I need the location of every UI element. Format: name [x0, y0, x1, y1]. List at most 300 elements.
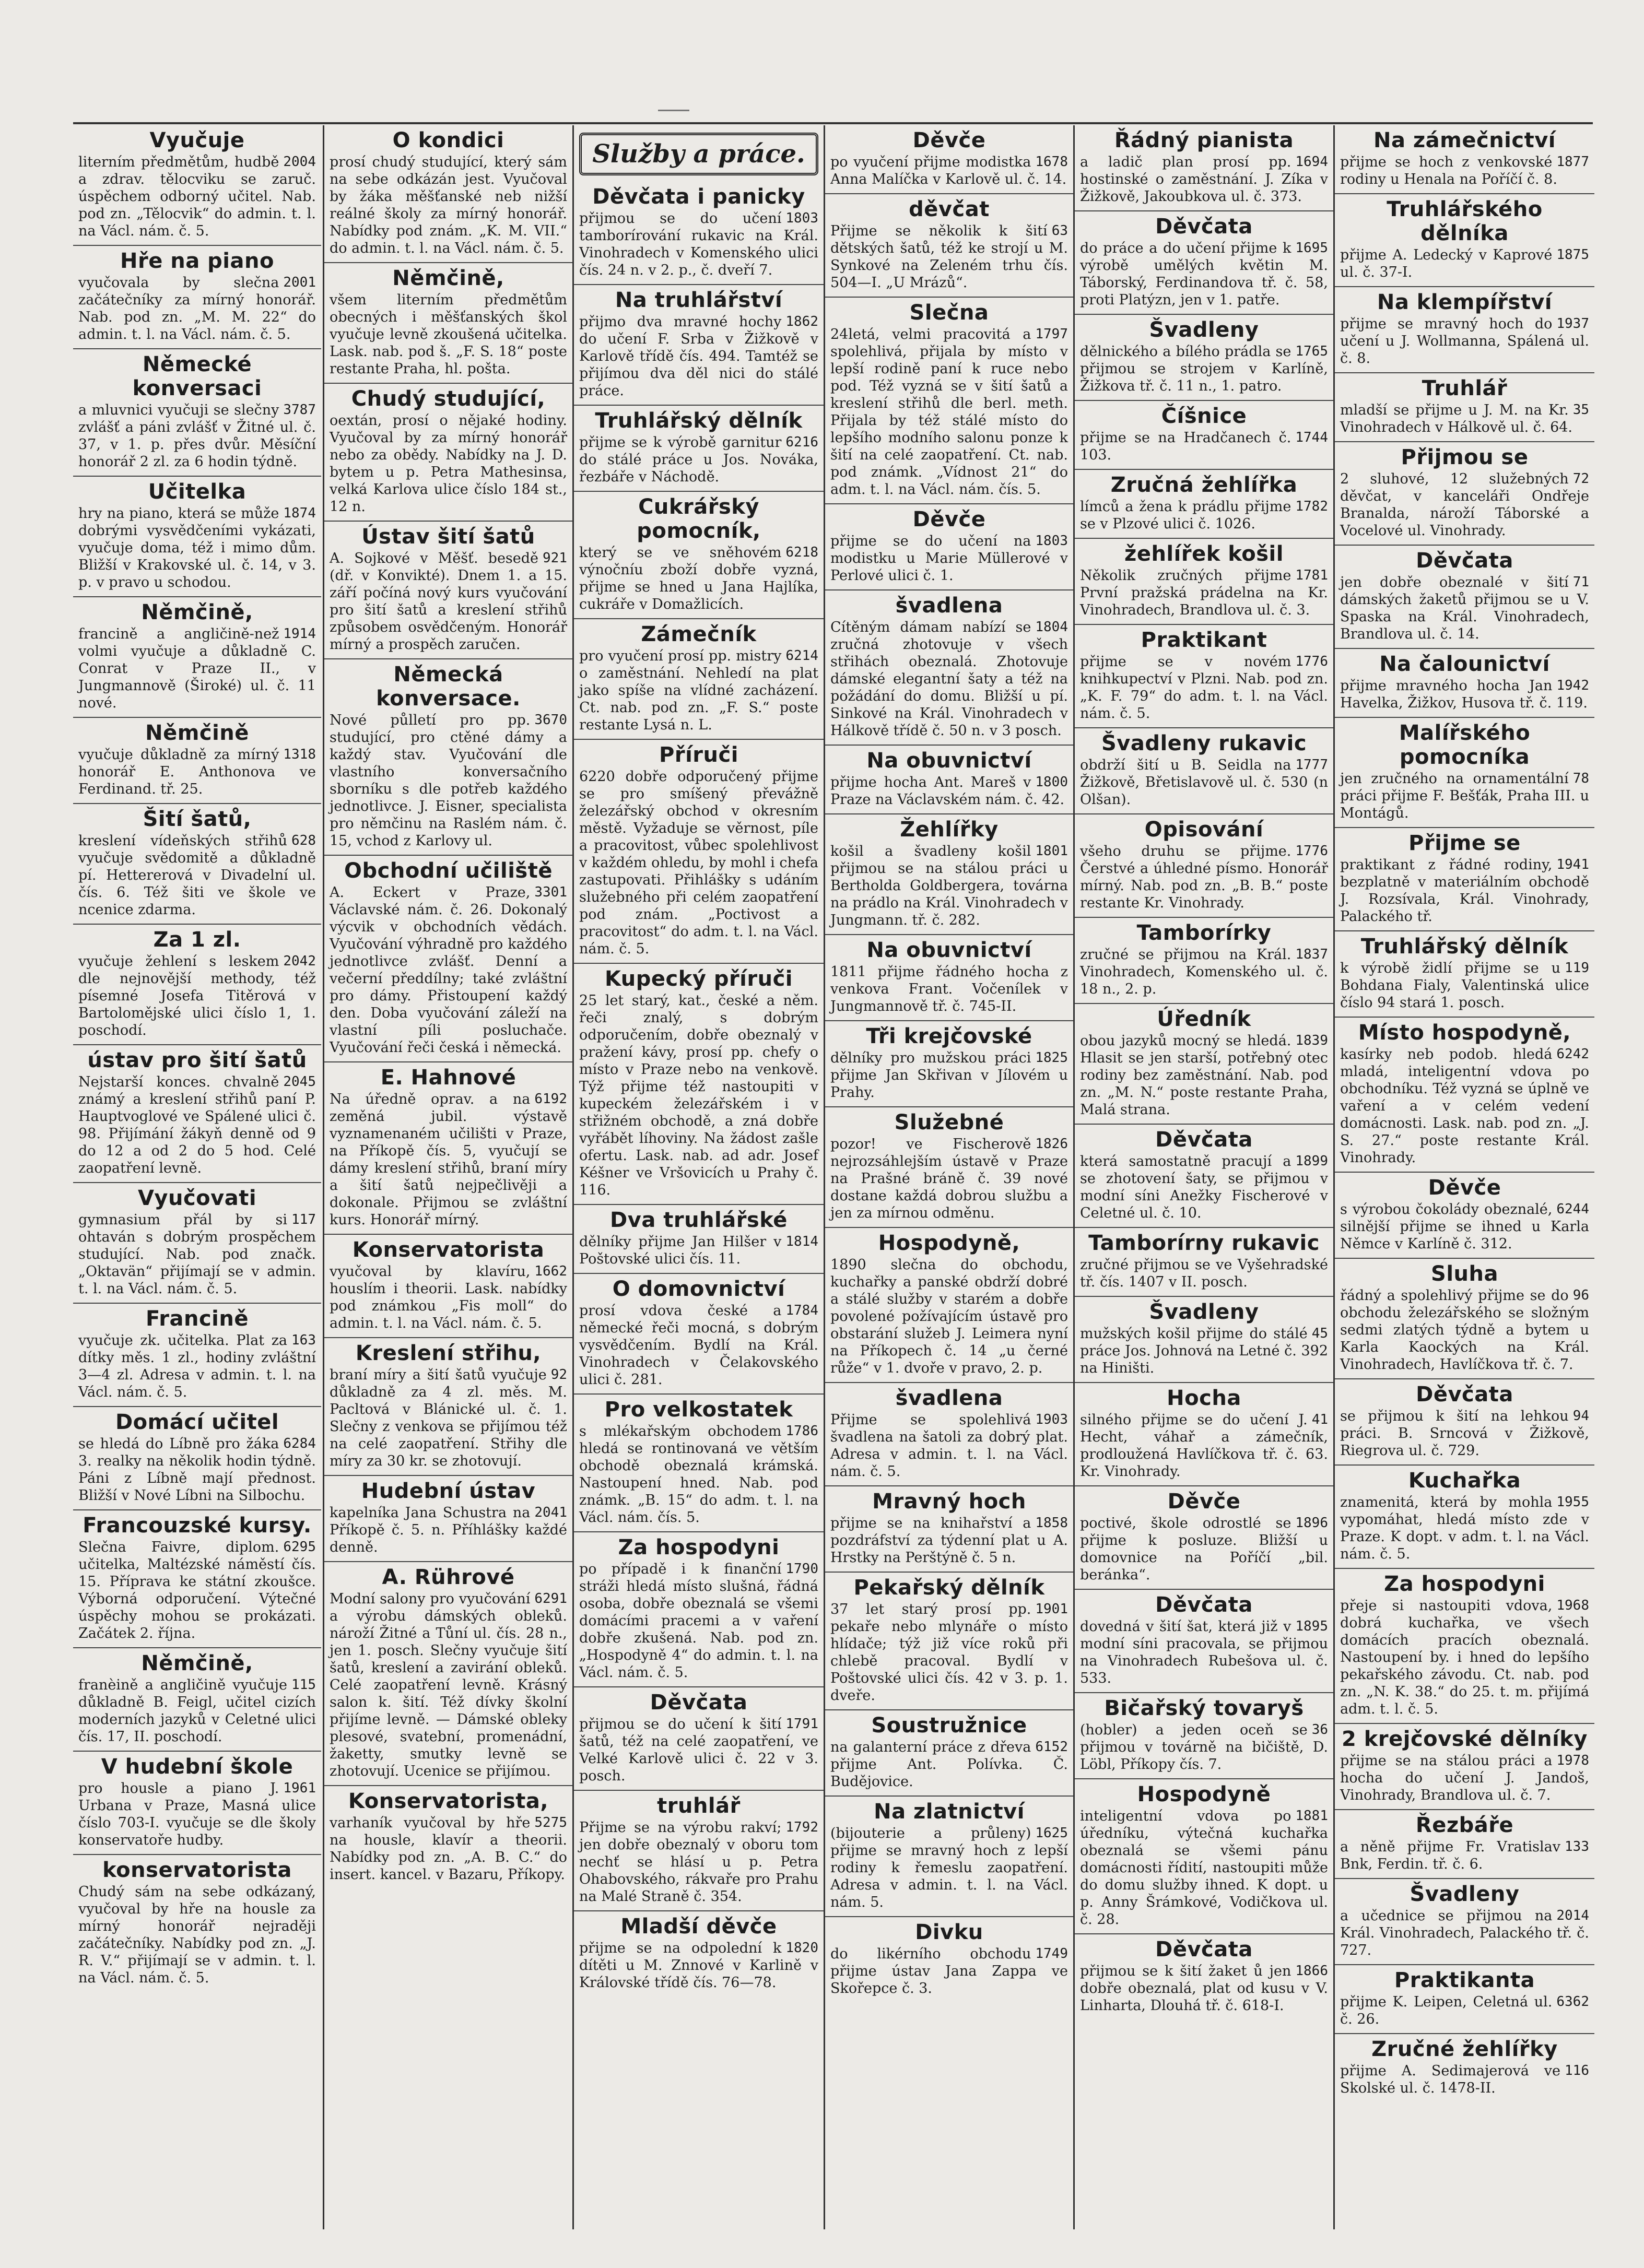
- ad-number: 6295: [283, 1539, 316, 1555]
- ad-number: 6362: [1556, 1994, 1589, 2010]
- ad-text: přijme mravného hocha Jan Havelka, Žižkov, Husova tř. č. 119.: [1340, 678, 1588, 711]
- ad-text: Nejstarší konces. chvalně známý a kreslení střihů paní P. Hauptvoglové ve Spálené ulici č. 98. Přijímání žákyň denně od 9 do 12 a od 2 do 5 hod. Celé zaopatření levně.: [78, 1074, 316, 1176]
- ad-number: 1839: [1295, 1033, 1328, 1048]
- ad-heading: Hocha: [1167, 1386, 1241, 1410]
- ad-text: Modní salony pro vyučování a výrobu dámských obleků. nároží Žitné a Tůní ul. čís. 28 n., jen 1. posch. Slečny vyučuje šití šatů, kreslení a zavirání obleků. Celé zaopatření levně. Krásný salon k. šití. Též dívky školní přijíme levně. — Dámské obleky plesové, svatební, promenádní, žaketty, smutky levně se zhotovují. Ucenice se přijímou.: [330, 1591, 567, 1779]
- ad-body: [1080, 429, 1328, 464]
- classified-ad: [825, 1572, 1073, 1709]
- ad-number: 1899: [1295, 1153, 1328, 1169]
- ad-text: přijme se na knihařství a pozdráfství za týdenní plat u A. Hrstky na Perštýně č. 5 n.: [830, 1515, 1068, 1566]
- ad-number: 1803: [785, 210, 818, 226]
- ad-body: [1340, 1597, 1589, 1718]
- ad-body: [1080, 498, 1328, 533]
- ad-heading: O kondici: [392, 128, 504, 152]
- ad-heading: Na čalounictví: [1379, 652, 1550, 676]
- classified-ad: [1075, 1933, 1333, 2019]
- ad-text: poctivé, škole odrostlé se přijme k posluze. Bližší u domovnice na Poříčí „bil. beránka“.: [1080, 1515, 1328, 1583]
- ad-body: [1080, 343, 1328, 395]
- ad-text: přijme se do učení na modistku u Marie Müllerové v Perlové ulici č. 1.: [830, 533, 1068, 584]
- column-3: [572, 125, 824, 2229]
- ad-heading: Vyučuje: [149, 128, 245, 152]
- ad-heading: Děvčata: [1155, 1593, 1253, 1617]
- classified-ad: [825, 1106, 1073, 1227]
- ad-body: [1340, 1993, 1589, 2028]
- ad-heading: Šití šatů,: [143, 807, 252, 831]
- classified-ad: [1335, 1378, 1594, 1464]
- ad-body: [78, 153, 316, 240]
- ad-number: 1874: [283, 505, 316, 521]
- ad-text: varhaník vyučoval by hře na housle, klavír a theorii. Nabídky pod zn. „A. B. C.“ do insert. kancel. v Bazaru, Příkopy.: [330, 1815, 567, 1883]
- ad-text: zručné se přijmou na Král. Vinohradech, Komenského ul. č. 18 n., 2. p.: [1080, 947, 1328, 997]
- ad-number: 1866: [1295, 1963, 1328, 1979]
- ad-body: [830, 326, 1068, 498]
- ad-body: [330, 1590, 567, 1780]
- ad-number: 1961: [283, 1780, 316, 1796]
- ad-heading: Žehlířky: [900, 818, 999, 842]
- ad-heading: Bičařský tovaryš: [1104, 1696, 1304, 1720]
- ad-number: 1804: [1035, 619, 1068, 635]
- classified-ad: [825, 1227, 1073, 1382]
- ad-body: [1080, 946, 1328, 998]
- ad-text: Slečna Faivre, diplom. učitelka, Maltézské náměstí čís. 15. Příprava ke státní zkoušce. Výborná odporučení. Výtečné úspěchy mohou se prokázati. Začátek 2. října.: [78, 1539, 316, 1641]
- ad-number: 41: [1311, 1412, 1328, 1427]
- ad-text: 1890 slečna do obchodu, kuchařky a panské obdrží dobré a stálé služby v starém a dobře povolené požívajícím ústavě pro obstarání služeb J. Leimera nyní na Příkopech č. 14 „u černé růže“ v 1. dvoře v pravo, 2. p.: [830, 1257, 1068, 1376]
- ad-body: [1340, 856, 1589, 925]
- ad-text: vyučuje důkladně za mírný honorář E. Anthonova ve Ferdinand. tř. 25.: [78, 747, 316, 797]
- ad-body: [78, 505, 316, 591]
- ad-heading: Kreslení střihu,: [355, 1341, 542, 1365]
- ad-heading: Sluha: [1431, 1262, 1498, 1286]
- ad-text: Přijme se spolehlivá švadlena na šatoli za dobrý plat. Adresa v admin. t. l. na Václ. nám. č. 5.: [830, 1412, 1068, 1480]
- ad-number: 1694: [1295, 154, 1328, 170]
- top-rule: [73, 122, 1593, 124]
- ad-text: který se ve sněhovém výnočníu zboží dobře vyzná, přijme se hned u Jana Hajlíka, cukráře v Domažlicích.: [579, 545, 818, 612]
- ad-number: 1825: [1035, 1050, 1068, 1066]
- ad-text: 2 sluhové, 12 služebných děvčat, v kanceláři Ondřeje Branalda, nároží Táborské a Vocelové ul. Vinohrady.: [1340, 471, 1589, 539]
- ad-number: 78: [1572, 771, 1589, 786]
- ad-heading: Malířského pomocníka: [1399, 721, 1531, 769]
- classified-ad: [73, 1406, 321, 1509]
- ad-number: 3787: [283, 402, 316, 418]
- ad-text: Přijme se na výrobu rakví; jen dobře obeznalý v oboru tom nechť se hlásí u p. Petra Ohabovského, rákvaře pro Prahu na Malé Straně č. 354.: [579, 1820, 818, 1905]
- ad-body: [330, 1366, 567, 1470]
- ad-number: 6291: [534, 1591, 567, 1607]
- classified-ad: [1335, 372, 1594, 441]
- ad-text: přijme hocha Ant. Mareš v Praze na Václavském nám. č. 42.: [830, 774, 1065, 808]
- classified-ad: [1075, 727, 1333, 813]
- ad-text: přijme se na stálou práci a hocha do učení J. Jandoš, Vinohrady, Brandlova ul. č. 7.: [1340, 1753, 1589, 1803]
- ad-text: (hobler) a jeden oceň se přijmou v továrně na bičiště, D. Löbl, Příkopy čís. 7.: [1080, 1722, 1328, 1773]
- classified-ad: [73, 1509, 321, 1647]
- ad-body: [830, 1515, 1068, 1566]
- classified-ad: [1075, 1485, 1333, 1589]
- ad-heading: Příruči: [659, 743, 738, 767]
- ad-heading: Za hospodyni: [1384, 1572, 1545, 1596]
- ad-heading: Švadleny rukavic: [1101, 731, 1307, 755]
- ad-number: 1820: [785, 1940, 818, 1956]
- ad-number: 45: [1311, 1326, 1328, 1341]
- ad-number: 117: [291, 1212, 316, 1227]
- classified-ad: [1335, 441, 1594, 545]
- ad-heading: Na zámečnictví: [1373, 128, 1556, 152]
- ad-body: [330, 1814, 567, 1883]
- ad-heading: švadlena: [895, 594, 1003, 618]
- ad-body: [1340, 770, 1589, 822]
- ad-heading: Švadleny: [1149, 318, 1259, 342]
- ad-number: 1786: [785, 1423, 818, 1439]
- classified-ad: [1075, 917, 1333, 1003]
- ad-body: [330, 153, 567, 257]
- ad-body: [330, 884, 567, 1056]
- ad-heading: Soustružnice: [871, 1714, 1027, 1738]
- ad-body: [78, 746, 316, 798]
- classified-ad: [825, 1020, 1073, 1106]
- ad-text: inteligentní vdova po úředníku, výtečná kuchařka obeznalá se všemi pánu domácnosti řídití, nastoupiti může do domu služby ihned. K dopt. u p. Anny Šrámkové, Vodičkova ul. č. 28.: [1080, 1808, 1328, 1928]
- ad-body: [579, 1940, 818, 1991]
- ad-text: přijme A. Sedimajerová ve Skolské ul. č. 1478-II.: [1340, 2063, 1561, 2096]
- ad-body: [330, 550, 567, 653]
- classified-ad: [73, 245, 321, 348]
- column-4: [824, 125, 1073, 2229]
- ad-heading: Hospodyně: [1137, 1782, 1271, 1806]
- classified-ad: [574, 1393, 824, 1531]
- classified-ad: [1075, 469, 1333, 538]
- ad-heading: Učitelka: [148, 480, 246, 504]
- ad-text: Na úředně oprav. a na zeměná jubil. výstavě vyznamenaném učilišti v Praze, na Příkopě čís. 5, vyučují se dámy kreslení střihů, braní míry a šití šatů nejpečlivěji a dokonale. Přijmou se zvláštní kurs. Honorář mírný.: [330, 1091, 567, 1228]
- classified-ad: [324, 262, 572, 383]
- classified-ad: [574, 1686, 824, 1790]
- ad-body: [330, 412, 567, 515]
- section-banner: Služby a práce.: [579, 133, 818, 175]
- ad-number: 115: [291, 1677, 316, 1693]
- classified-ad: [1335, 1809, 1594, 1878]
- ad-body: [830, 619, 1068, 739]
- ad-text: mladší se přijme u J. M. na Kr. Vinohradech v Hálkově ul. č. 64.: [1340, 402, 1573, 435]
- ad-body: [1340, 574, 1589, 643]
- classified-ad: [1075, 1589, 1333, 1692]
- ad-heading: Slečna: [909, 301, 989, 325]
- ad-text: pro housle a piano J. Urbana v Praze, Masná ulice číslo 703-I. vyučuje se dle školy konservatoře hudby.: [78, 1780, 316, 1848]
- ad-number: 6192: [534, 1091, 567, 1107]
- classified-ad: [574, 1531, 824, 1686]
- ad-text: prosí vdova české a německé řeči mocná, s dobrým vysvědčením. Bydlí na Král. Vinohradech v Čelakovského ulici č. 281.: [579, 1303, 818, 1388]
- ad-body: [1080, 1808, 1328, 1928]
- ad-number: 1625: [1035, 1825, 1068, 1841]
- ad-body: [1080, 567, 1328, 619]
- ad-number: 6244: [1556, 1201, 1589, 1217]
- ad-body: [1340, 153, 1589, 188]
- ad-heading: Přijme se: [1408, 831, 1521, 855]
- ad-heading: Francouzské kursy.: [83, 1514, 312, 1538]
- classified-ad: [825, 1916, 1073, 2002]
- ad-body: [1340, 401, 1589, 436]
- ad-body: [579, 210, 818, 279]
- ad-heading: Obchodní učiliště: [344, 859, 553, 883]
- classified-ad: [324, 1061, 572, 1234]
- ad-text: prosí chudý studující, který sám na sebe odkázán jest. Vyučoval by žáka měšťanské neb nižší reálné školy za mírný honorář. Nabídky pod znám. „K. M. VII.“ do admin. t. l. na Václ. nám. č. 5.: [330, 154, 567, 256]
- ad-heading: konservatorista: [102, 1858, 292, 1882]
- ad-number: 6216: [785, 434, 818, 450]
- ad-number: 6214: [785, 648, 818, 664]
- ad-body: [1340, 1408, 1589, 1459]
- ad-text: jen zručného na ornamentální práci přijme F. Bešťák, Praha III. u Montágů.: [1340, 771, 1589, 821]
- ad-body: [1340, 315, 1589, 367]
- classified-ad: [1335, 717, 1594, 827]
- ad-heading: Ústav šití šatů: [361, 525, 535, 549]
- classified-ad: [825, 125, 1073, 193]
- ad-number: 1776: [1295, 654, 1328, 669]
- classified-ad: [574, 1273, 824, 1393]
- ad-number: 1978: [1556, 1753, 1589, 1768]
- ad-text: praktikant z řádné rodiny, bezplatně v materiálním obchodě J. Rozsívala, Král. Vinohrady, Palackého tř.: [1340, 857, 1589, 925]
- ad-number: 116: [1565, 2063, 1589, 2078]
- ad-heading: Kupecký příruči: [604, 967, 793, 991]
- ad-number: 1781: [1295, 568, 1328, 583]
- ad-body: [579, 313, 818, 399]
- classified-ad: [1075, 1692, 1333, 1778]
- ad-number: 1862: [785, 314, 818, 329]
- ad-text: pro vyučení prosí pp. mistry o zaměstnání. Nehledí na plat jako spíše na vlídné zacházení. Ct. nab. pod zn. „F. S.“ poste restante Lysá n. L.: [579, 648, 818, 733]
- ad-heading: Hře na piano: [120, 249, 274, 273]
- ad-body: [1080, 1721, 1328, 1773]
- ad-number: 1814: [785, 1234, 818, 1249]
- ad-body: [830, 843, 1068, 929]
- ad-heading: Děvčata: [1416, 549, 1513, 573]
- ad-heading: Děvčata: [1416, 1383, 1513, 1407]
- ad-text: (bijouterie a průleny) přijme se mravný hoch z lepší rodiny k řemeslu zaopatření. Adresa v admin. t. l. na Václ. nám. 5.: [830, 1825, 1068, 1910]
- classified-ad: [73, 1647, 321, 1751]
- classified-ad: [574, 1910, 824, 1997]
- classified-ad: [574, 284, 824, 405]
- ad-heading: Služebné: [894, 1111, 1004, 1135]
- classified-ad: [1335, 1723, 1594, 1809]
- ad-heading: Truhlářského dělníka: [1387, 197, 1543, 245]
- ad-text: s mlékařským obchodem hledá se rontinovaná ve větším obchodě obeznalá krámská. Nastoupení hned. Nab. pod známk. „B. 15“ do adm. t. l. na Václ. nám. čís. 5.: [579, 1423, 818, 1526]
- ad-heading: Na klempířství: [1377, 290, 1553, 314]
- ad-heading: O domovnictví: [612, 1277, 785, 1301]
- ad-heading: Němčině,: [392, 266, 504, 290]
- classified-ad: [1075, 1296, 1333, 1382]
- ad-heading: Řádný pianista: [1114, 128, 1294, 152]
- ad-text: znamenitá, která by mohla vypomáhat, hledá místo zde v Praze. K dopt. v adm. t. l. na Václ. nám. č. 5.: [1340, 1494, 1589, 1562]
- ad-heading: Švadleny: [1149, 1300, 1259, 1324]
- classified-ad: [1075, 125, 1333, 210]
- newspaper-page: [73, 125, 1593, 2229]
- ad-number: 1877: [1556, 154, 1589, 170]
- ad-number: 163: [291, 1332, 316, 1348]
- classified-ad: [73, 1854, 321, 1992]
- ad-text: 25 let starý, kat., české a něm. řeči znalý, s dobrým odporučením, dobře obeznalý v pražení kávy, prosí pp. chefy o místo v Praze nebo na venkově. Týž přijme též nastoupiti v kupeckém železářském i v střižném obchodě, a zná dobře vyřábět líhoviny. Na žádost zašle ofertu. Lask. nab. ad adr. Josef Kéšner ve Vršovicích u Prahy č. 116.: [579, 993, 818, 1198]
- ad-body: [830, 1256, 1068, 1377]
- ad-heading: Tamborírky: [1136, 921, 1272, 945]
- ad-heading: Úředník: [1157, 1007, 1251, 1031]
- classified-ad: [73, 717, 321, 803]
- classified-ad: [73, 596, 321, 717]
- ad-text: se přijmou k šití na lehkou práci. B. Srncová v Žižkově, Riegrova ul. č. 729.: [1340, 1408, 1589, 1459]
- classified-ad: [1335, 1568, 1594, 1723]
- classified-ad: [324, 1337, 572, 1475]
- ad-heading: Na truhlářství: [615, 288, 783, 312]
- classified-ad: [73, 1044, 321, 1182]
- classified-ad: [324, 383, 572, 521]
- classified-ad: [1075, 624, 1333, 727]
- ad-body: [78, 1676, 316, 1745]
- ad-heading: Dva truhlářské: [610, 1208, 788, 1232]
- ad-body: [579, 647, 818, 734]
- ad-heading: Číšnice: [1161, 404, 1247, 428]
- ad-heading: Divku: [915, 1920, 983, 1944]
- ad-body: [1080, 1153, 1328, 1222]
- ad-body: [78, 1211, 316, 1297]
- ad-text: přijme A. Ledecký v Kaprové ul. č. 37-I.: [1340, 247, 1553, 280]
- ad-number: 1318: [283, 747, 316, 762]
- ad-heading: Cukrářský pomocník,: [637, 495, 761, 543]
- ad-body: [1340, 960, 1589, 1011]
- ad-heading: Německá konversace.: [376, 663, 521, 711]
- ad-body: [830, 1049, 1068, 1101]
- ad-text: přijmou se k šití žaket ů jen dobře obeznalá, plat od kusu v V. Linharta, Dlouhá tř. č. 618-I.: [1080, 1963, 1328, 2014]
- ad-heading: Pekařský dělník: [853, 1576, 1045, 1600]
- classified-ad: [1335, 1878, 1594, 1964]
- ad-text: přijme K. Leipen, Celetná ul. č. 26.: [1340, 1994, 1553, 2027]
- ad-body: [1080, 1963, 1328, 2014]
- ad-heading: Děvčata i panicky: [592, 185, 805, 209]
- ad-number: 2001: [283, 275, 316, 290]
- ad-body: [78, 1539, 316, 1642]
- ad-text: řádný a spolehlivý přijme se do obchodu železářského se složným sedmi zlatých týdně a bytem u Karla Kaockých na Král. Vinohradech, Havlíčkova tř. č. 7.: [1340, 1287, 1589, 1373]
- ad-heading: Němčině,: [141, 1651, 253, 1675]
- classified-ad: [324, 521, 572, 658]
- ad-heading: 2 krejčovské dělníky: [1342, 1727, 1588, 1751]
- ad-body: [830, 774, 1068, 808]
- ad-heading: Francině: [146, 1307, 249, 1331]
- ad-heading: Konservatorista: [352, 1238, 545, 1262]
- ad-body: [1340, 1752, 1589, 1804]
- ad-number: 6218: [785, 545, 818, 560]
- ad-number: 1881: [1295, 1808, 1328, 1824]
- classified-ad: [1075, 210, 1333, 314]
- classified-ad: [1335, 2033, 1594, 2102]
- ad-body: [579, 1716, 818, 1785]
- ad-heading: Děvčata: [650, 1691, 748, 1715]
- ad-body: [1340, 2062, 1589, 2097]
- ad-heading: Na obuvnictví: [866, 749, 1032, 773]
- classified-ad: [1335, 1964, 1594, 2033]
- classified-ad: [574, 405, 824, 491]
- ad-heading: Němčině: [145, 721, 249, 745]
- classified-ad: [73, 1751, 321, 1854]
- classified-ad: [1335, 930, 1594, 1017]
- ad-heading: Děvče: [912, 507, 986, 531]
- ad-heading: Truhlářský dělník: [595, 409, 803, 433]
- classified-ad: [1075, 1227, 1333, 1296]
- classified-ad: [574, 491, 824, 618]
- ad-body: [78, 1073, 316, 1177]
- classified-ad: [1335, 193, 1594, 286]
- classified-ad: [73, 1303, 321, 1406]
- ad-number: 3301: [534, 884, 567, 900]
- ad-body: [579, 1423, 818, 1526]
- classified-ad: [825, 297, 1073, 503]
- ad-text: kreslení vídeňských střihů vyučuje svědomitě a důkladně pí. Hettererová v Divadelní ul. čís. 6. Též šiti ve škole ve ncenice zdarma.: [78, 833, 316, 918]
- classified-ad: [73, 1182, 321, 1303]
- ad-number: 1903: [1035, 1412, 1068, 1427]
- ad-heading: Přijmou se: [1401, 445, 1529, 469]
- ad-body: [1080, 240, 1328, 309]
- classified-ad: [574, 1204, 824, 1273]
- ad-heading: žehlířek košil: [1124, 542, 1284, 566]
- ad-body: [1340, 1046, 1589, 1166]
- ad-heading: Zámečník: [641, 622, 757, 646]
- ad-number: 71: [1572, 574, 1589, 590]
- ad-text: přijmo dva mravné hochy do učení F. Srba v Žižkově v Karlově třídě čís. 494. Tamtéž se přijímou dva děl nici do stálé práce.: [579, 314, 818, 399]
- ad-number: 92: [550, 1367, 567, 1383]
- ad-number: 5275: [534, 1815, 567, 1830]
- classified-ad: [825, 1709, 1073, 1796]
- ad-body: [1080, 153, 1328, 205]
- ad-text: na galanterní práce z dřeva přijme Ant. Polívka. Č. Budějovice.: [830, 1739, 1068, 1790]
- ad-heading: Švadleny: [1410, 1882, 1520, 1906]
- ad-text: gymnasium přál by si ohtaván s dobrým prospěchem studující. Nab. pod značk. „Oktavän“ přijímají se v admin. t. l. na Václ. nám. č. 5.: [78, 1212, 316, 1297]
- ad-number: 1875: [1556, 247, 1589, 263]
- ad-heading: Praktikanta: [1394, 1968, 1535, 1992]
- ad-text: a mluvnici vyučuji se slečny zvlášť a páni zvlášť v Žitné ul. č. 37, v 1. p. přes dvůr. Měsíční honorář 2 zl. za 6 hodin týdně.: [78, 402, 316, 470]
- ad-text: oextán, prosí o nějaké hodiny. Vyučoval by za mírný honorář nebo za obědy. Nabídky na J. D. bytem u p. Petra Mathesinsa, velká Karlova ulice číslo 184 st., 12 n.: [330, 412, 567, 515]
- ad-text: košil a švadleny košil přijmou se na stálou práci u Bertholda Goldbergera, továrna na prádlo na Král. Vinohradech v Jungmann. tř. č. 282.: [830, 843, 1068, 928]
- ad-number: 119: [1565, 960, 1589, 976]
- classified-ad: [1335, 286, 1594, 372]
- column-5: [1073, 125, 1333, 2229]
- ad-body: [330, 1504, 567, 1556]
- classified-ad: [1335, 545, 1594, 648]
- ad-body: [1080, 843, 1328, 912]
- classified-ad: [825, 934, 1073, 1020]
- ad-heading: Hospodyně,: [878, 1231, 1020, 1255]
- ad-number: 1749: [1035, 1946, 1068, 1962]
- ad-body: [579, 1233, 818, 1268]
- ad-heading: Místo hospodyně,: [1358, 1021, 1571, 1045]
- ad-heading: Děvčata: [1155, 1128, 1253, 1152]
- ad-text: k výrobě židlí přijme se u Bohdana Fialy, Valentinská ulice číslo 94 stará 1. posch.: [1340, 960, 1589, 1011]
- ad-text: dovedná v šití šat, která již v modní síni pracovala, se přijmou na Vinohradech Rubešova ul. č. 533.: [1080, 1619, 1328, 1686]
- ad-heading: Zručné žehlířky: [1371, 2037, 1558, 2061]
- ad-text: Několik zručných přijme První pražská prádelna na Kr. Vinohradech, Brandlova ul. č. 3.: [1080, 568, 1328, 618]
- ad-body: [1340, 1287, 1589, 1373]
- ad-heading: Opisování: [1144, 818, 1264, 842]
- ad-number: 1695: [1295, 240, 1328, 256]
- ad-number: 6242: [1556, 1046, 1589, 1062]
- ad-body: [579, 434, 818, 486]
- ad-number: 2014: [1556, 1908, 1589, 1923]
- ad-heading: Mravný hoch: [872, 1490, 1026, 1514]
- ad-text: do práce a do učení přijme k výrobě umělých květin M. Táborský, Ferdinandova tř. č. 58, proti Platýzn, jen v 1. patře.: [1080, 240, 1328, 308]
- ad-text: vyučovala by slečna začátečníky za mírný honorář. Nab. pod zn. „M. M. 22“ do admin. t. l. na Václ. nám. č. 5.: [78, 275, 316, 342]
- ad-text: franèině a angličině vyučuje důkladně B. Feigl, učitel cizích moderních jazyků v Celetné ulici čís. 17, II. poschodí.: [78, 1677, 316, 1745]
- ad-body: [830, 1601, 1068, 1704]
- ad-text: která samostatně pracují a se zhotovení šaty, se přijmou v modní síni Anežky Fischerové v Celetné ul. č. 10.: [1080, 1153, 1328, 1221]
- ad-body: [830, 1136, 1068, 1222]
- ad-number: 1858: [1035, 1515, 1068, 1531]
- classified-ad: [574, 739, 824, 963]
- ad-text: přijme se v novém knihkupectví v Plzni. Nab. pod zn. „K. F. 79“ do adm. t. l. na Václ. nám. č. 5.: [1080, 654, 1328, 722]
- ad-number: 1776: [1295, 843, 1328, 859]
- ad-text: do likérního obchodu přijme ústav Jana Zappa ve Skořepce č. 3.: [830, 1946, 1068, 1997]
- ad-text: přijme se na odpolední k dítěti u M. Znnové v Karlině v Královské třídě čís. 76—78.: [579, 1940, 818, 1991]
- classified-ad: [1075, 314, 1333, 400]
- ad-body: [330, 1091, 567, 1229]
- ad-number: 2045: [283, 1074, 316, 1090]
- ad-heading: Za 1 zl.: [153, 928, 241, 952]
